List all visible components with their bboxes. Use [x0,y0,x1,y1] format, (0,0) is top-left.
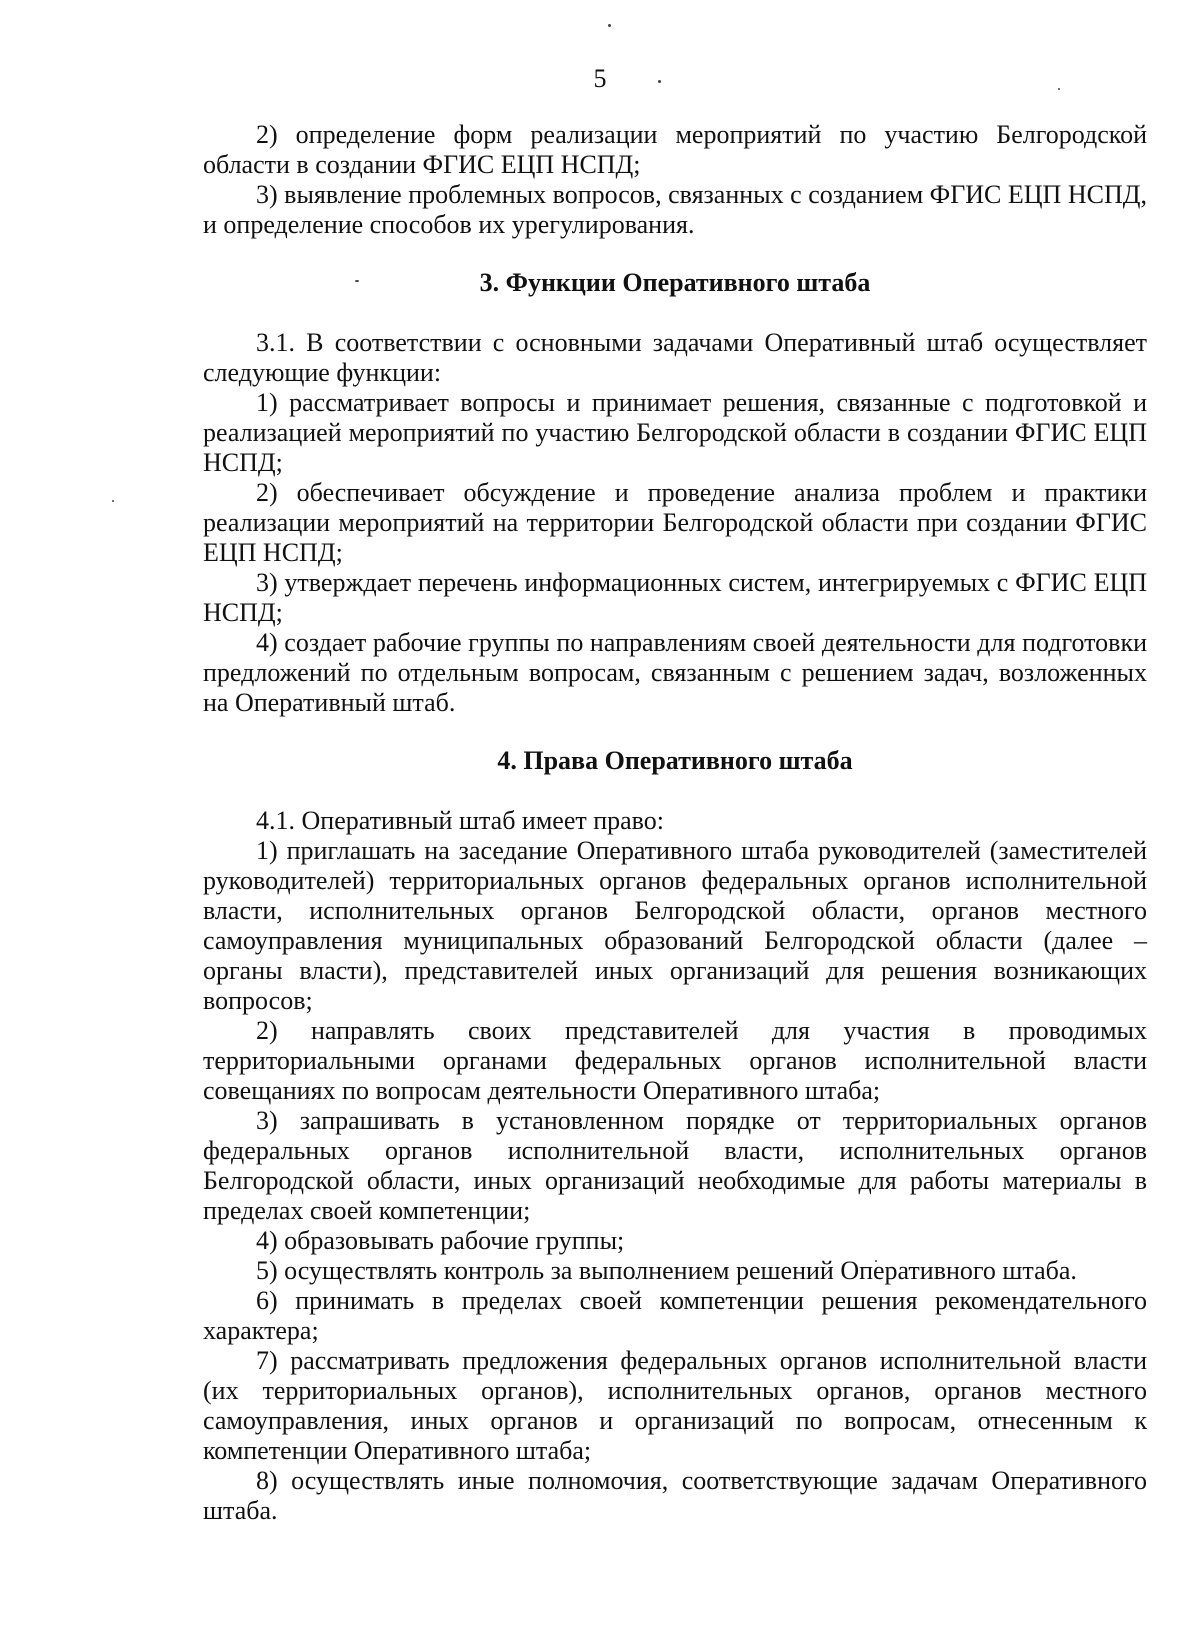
list-item: 5) осуществлять контроль за выполнением решений Оперативного штаба. [256,1256,1077,1285]
list-item: 7) рассматривать предложения федеральных органов исполнительной власти (их территориальных органов), исполнительных органов, органов местного самоуправления, иных органов и организаций по вопросам, отнесенным к компетенции Оперативного штаба; [203,1346,1147,1465]
list-item: 3) запрашивать в установленном порядке от территориальных органов федеральных органов исполнительной власти, исполнительных органов Белгородской области, иных организаций необходимые для работы материалы в пределах своей компетенции; [203,1106,1147,1225]
list-item: 4) создает рабочие группы по направлениям своей деятельности для подготовки предложений по отдельным вопросам, связанным с решением задач, возложенных на Оперативный штаб. [203,628,1147,717]
list-item: 1) приглашать на заседание Оперативного штаба руководителей (заместителей руководителей) территориальных органов федеральных органов исполнительной власти, исполнительных органов Белгородской области, органов местного самоуправления муниципальных образований Белгородской области (далее – органы власти), представителей иных организаций для решения возникающих вопросов; [203,836,1147,1015]
scan-speck [608,24,611,27]
list-item: 3) утверждает перечень информационных систем, интегрируемых с ФГИС ЕЦП НСПД; [203,568,1147,627]
page-number: 5 [593,64,607,93]
section-heading: 4. Права Оперативного штаба [497,746,853,775]
list-item: 2) обеспечивает обсуждение и проведение анализа проблем и практики реализации мероприятий на территории Белгородской области при создании ФГИС ЕЦП НСПД; [203,478,1147,567]
list-item: 6) принимать в пределах своей компетенции решения рекомендательного характера; [203,1286,1147,1345]
document-body [203,120,1147,1526]
list-item: 1) рассматривает вопросы и принимает решения, связанные с подготовкой и реализацией мероприятий по участию Белгородской области в создании ФГИС ЕЦП НСПД; [203,388,1147,477]
section-intro: 4.1. Оперативный штаб имеет право: [256,806,665,835]
list-item: 8) осуществлять иные полномочия, соответствующие задачам Оперативного штаба. [203,1466,1147,1525]
intro-item: 2) определение форм реализации мероприятий по участию Белгородской области в создании ФГИС ЕЦП НСПД; [203,120,1147,179]
section-intro: 3.1. В соответствии с основными задачами Оперативный штаб осуществляет следующие функции: [203,328,1147,387]
section-heading: 3. Функции Оперативного штаба [479,268,871,297]
list-item: 2) направлять своих представителей для участия в проводимых территориальными органами федеральных органов исполнительной власти совещаниях по вопросам деятельности Оперативного штаба; [203,1016,1147,1105]
list-item: 4) образовывать рабочие группы; [256,1226,625,1255]
scan-speck [112,500,114,502]
intro-item: 3) выявление проблемных вопросов, связанных с созданием ФГИС ЕЦП НСПД, и определение способов их урегулирования. [203,180,1147,239]
